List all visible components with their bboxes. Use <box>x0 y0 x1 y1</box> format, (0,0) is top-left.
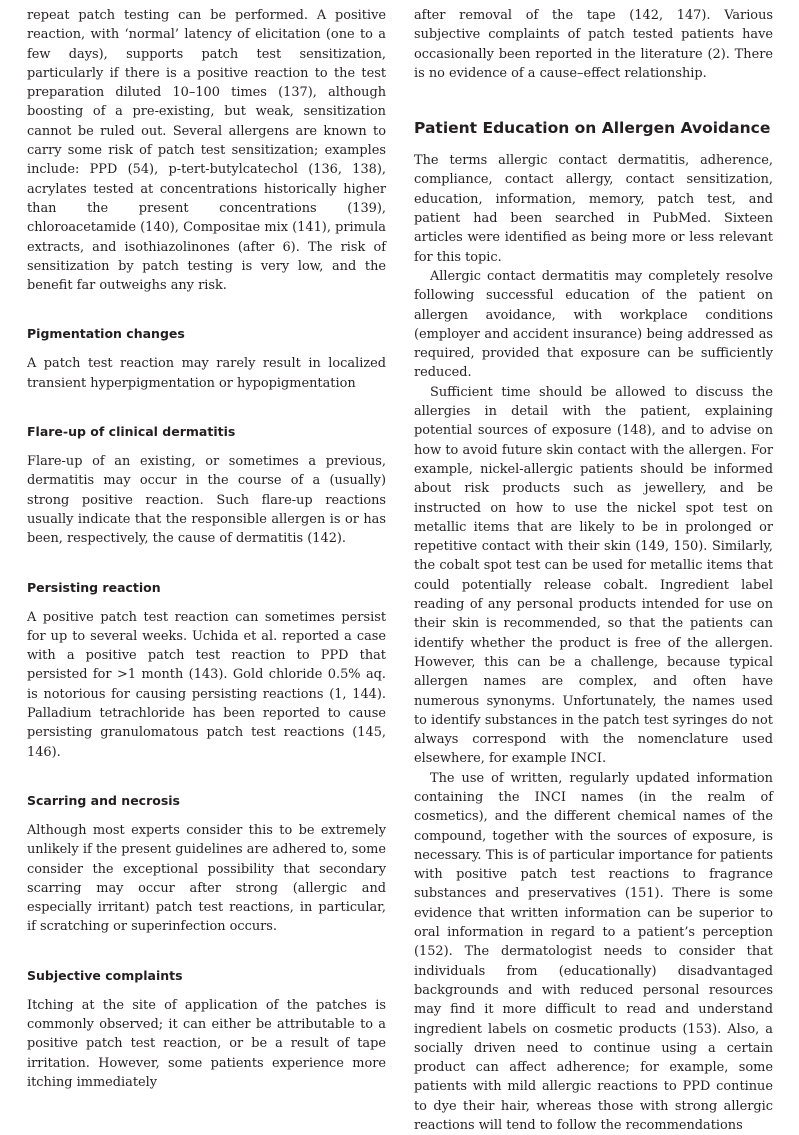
body-paragraph: The terms allergic contact dermatitis, adherence, compliance, contact allergy, contact sensitization, education, information, memory, patch test, and patient had been searched in PubMed. Sixteen articles were identified as being more or less relevant for this topic. <box>414 153 773 265</box>
body-paragraph: The use of written, regularly updated information containing the INCI names (in the realm of cosmetics), and the different chemical names of the compound, together with the sources of exposure, is necessary. This is of particular importance for patients with positive patch test reactions to fragrance substances and preservatives (151). There is some evidence that written information can be superior to oral information in regard to a patient’s perception (152). The dermatologist needs to consider that individuals from (educationally) disadvantaged backgrounds and with reduced personal resources may find it more difficult to read and understand ingredient labels on cosmetic products (153). Also, a socially driven need to continue using a certain product can affect adherence; for example, some patients with mild allergic reactions to PPD continue to dye their hair, whereas those with strong allergic reactions will tend to follow the recommendations <box>414 770 773 1134</box>
section-heading-pigmentation: Pigmentation changes <box>27 326 185 342</box>
section-heading-persisting: Persisting reaction <box>27 579 161 595</box>
section-text-subjective: Itching at the site of application of the patches is commonly observed; it can either be attributable to a positive patch test reaction, or be a result of tape irritation. However, some patients experience more itching immediately <box>27 997 386 1090</box>
section-text-scarring: Although most experts consider this to be extremely unlikely if the present guidelines are adhered to, some consider the exceptional possibility that secondary scarring may occur after strong (allergic and especially irritant) patch test reactions, in particular, if scratching or superinfection occurs. <box>27 822 386 935</box>
section-text-persisting: A positive patch test reaction can sometimes persist for up to several weeks. Uchida et al. reported a case with a positive patch test reaction to PPD that persisted for >1 month (143). Gold chloride 0.5% aq. is notorious for causing persisting reactions (1, 144). Palladium tetrachloride has been reported to cause persisting granulomatous patch test reactions (145, 146). <box>27 609 386 760</box>
section-heading-subjective: Subjective complaints <box>27 967 183 983</box>
section-heading-scarring: Scarring and necrosis <box>27 792 180 808</box>
left-column <box>27 6 386 1092</box>
section-text-pigmentation: A patch test reaction may rarely result in localized transient hyperpigmentation or hypopigmentation <box>27 356 386 391</box>
section-heading-flare-up: Flare-up of clinical dermatitis <box>27 424 236 440</box>
body-paragraph: Sufficient time should be allowed to discuss the allergies in detail with the patient, explaining potential sources of exposure (148), and to advise on how to avoid future skin contact with the allergen. For example, nickel-allergic patients should be informed about risk products such as jewellery, and be instructed on how to use the nickel spot test on metallic items that are likely to be in prolonged or repetitive contact with their skin (149, 150). Similarly, the cobalt spot test can be used for metallic items that could potentially release cobalt. Ingredient label reading of any personal products intended for use on their skin is recommended, so that the patients can identify whether the product is free of the allergen. However, this can be a challenge, because typical allergen names are complex, and often have numerous synonyms. Unfortunately, the names used to identify substances in the patch test syringes do not always correspond with the nomenclature used elsewhere, for example INCI. <box>414 384 773 767</box>
section-heading-patient-education: Patient Education on Allergen Avoidance <box>414 119 771 138</box>
body-paragraph: Allergic contact dermatitis may completely resolve following successful education of the patient on allergen avoidance, with workplace conditions (employer and accident insurance) being addressed as required, provided that exposure can be sufficiently reduced. <box>414 268 773 381</box>
section-text-flare-up: Flare-up of an existing, or sometimes a previous, dermatitis may occur in the course of a (usually) strong positive reaction. Such flare-up reactions usually indicate that the responsible allergen is or has been, respectively, the cause of dermatitis (142). <box>27 454 386 547</box>
intro-paragraph: repeat patch testing can be performed. A positive reaction, with ‘normal’ latency of elicitation (one to a few days), supports patch test sensitization, particularly if there is a positive reaction to the test preparation diluted 10–100 times (137), although boosting of a pre-existing, but weak, sensitization cannot be ruled out. Several allergens are known to carry some risk of patch test sensitization; examples include: PPD (54), p-tert-butylcatechol (136, 138), acrylates tested at concentrations historically higher than the present concentrations (139), chloroacetamide (140), Compositae mix (141), primula extracts, and isothiazolinones (after 6). The risk of sensitization by patch testing is very low, and the benefit far outweighs any risk. <box>27 8 386 294</box>
continuation-paragraph: after removal of the tape (142, 147). Various subjective complaints of patch tested patients have occasionally been reported in the literature (2). There is no evidence of a cause–effect relationship. <box>414 8 773 81</box>
right-column <box>414 6 773 1135</box>
